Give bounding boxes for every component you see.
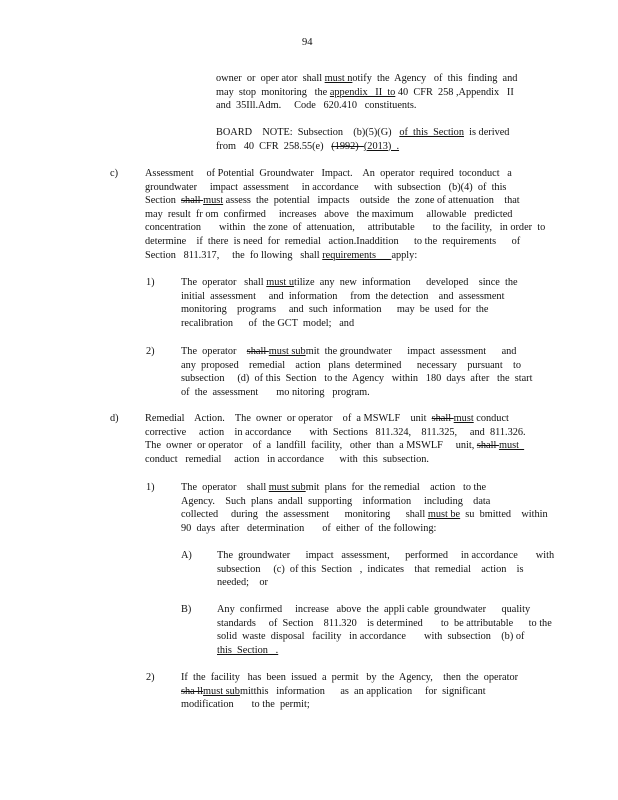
text-line: If the facility has been issued a permit by the Agency, then the operator [181, 672, 519, 683]
text-line: The groundwater impact assessment, performed in accordance with [217, 550, 555, 561]
deleted-text: shall [181, 195, 204, 207]
inserted-text: must n [324, 73, 353, 84]
text: mit the groundwater impact assessment and [305, 346, 517, 357]
text-line: recalibration of the GCT model; and [181, 317, 355, 329]
section-c-label: c) [110, 168, 118, 179]
inserted-text: must sub [203, 685, 240, 697]
inserted-text: must [453, 413, 474, 424]
text-line: concentration within the zone of attenuation, attributable to the facility, in order to [145, 222, 546, 234]
inserted-text: this Section . [217, 644, 279, 656]
text-line: standards of Section 811.320 is determined to be attributable to the [217, 617, 552, 629]
text-line: solid waste disposal facility in accordance with subsection (b) of [217, 631, 525, 643]
text-line [181, 508, 556, 522]
text-line: of the assessment mo nitoring program. [181, 386, 370, 398]
text: The operator shall [181, 482, 269, 493]
text: mitthis information as an application for significant [239, 685, 486, 697]
text-line [216, 126, 546, 140]
intro-paragraph [216, 72, 546, 113]
text-line [216, 140, 546, 154]
text-line [181, 276, 541, 290]
text: owner or oper ator shall [216, 73, 325, 84]
inserted-text: must [498, 440, 525, 452]
section-c-paragraph [145, 167, 550, 262]
text: assess the potential impacts outside the zone of attenuation that [223, 195, 520, 207]
text-line: corrective action in accordance with Sections 811.324, 811.325, and 811.326. [145, 426, 526, 438]
text-line [181, 481, 556, 495]
page-number: 94 [302, 37, 313, 48]
text-line [216, 86, 546, 100]
text: tilize any new information developed since the [293, 277, 518, 288]
text-line: subsection (c) of this Section , indicates that remedial action is [217, 563, 524, 575]
item-d1b-paragraph [217, 603, 562, 657]
text: may stop monitoring the [216, 86, 330, 98]
inserted-text: must [203, 195, 224, 207]
text: su bmitted within [460, 509, 548, 521]
deleted-text: (1992) [331, 140, 364, 152]
item-d2-paragraph [181, 671, 541, 712]
inserted-text: must be [427, 509, 461, 521]
text-line [145, 194, 550, 208]
text: Remedial Action. The owner or operator of a MSWLF unit [145, 413, 432, 424]
text: The operator shall [181, 277, 267, 288]
text-line: may result fr om confirmed increases above the maximum allowable predicted [145, 208, 513, 220]
text-line: conduct remedial action in accordance with this subsection. [145, 453, 429, 465]
text-line [216, 72, 546, 86]
text: Section 811.317, the fo llowing shall [145, 249, 323, 261]
text-line: Any confirmed increase above the appli cable groundwater quality [217, 604, 531, 615]
inserted-text: (2013) . [363, 140, 400, 152]
text: BOARD NOTE: Subsection (b)(5)(G) [216, 127, 400, 138]
text-line: determine if there is need for remedial action.Inaddition to the requirements of [145, 235, 521, 247]
text: mit plans for the remedial action to the [305, 482, 487, 493]
text-line: 90 days after determination of either of the following: [181, 522, 437, 534]
text: conduct [473, 413, 509, 424]
text: collected during the assessment monitoring shall [181, 509, 428, 521]
inserted-text: must u [266, 277, 294, 288]
deleted-text: shall [431, 413, 454, 424]
text-line: groundwater impact assessment in accordance with subsection (b)(4) of this [145, 181, 507, 193]
text-line: and 35Ill.Adm. Code 620.410 constituents. [216, 100, 417, 112]
inserted-text: appendix II to [329, 86, 396, 98]
inserted-text: must sub [268, 482, 306, 493]
text-line [145, 249, 550, 263]
inserted-text: of this Section [399, 127, 464, 138]
item-c2-label: 2) [146, 346, 155, 357]
text: from 40 CFR 258.55(e) [216, 140, 332, 152]
text-line: Agency. Such plans andall supporting information including data [181, 495, 491, 507]
text-line [145, 412, 550, 426]
text-line [181, 345, 556, 359]
text: otify the Agency of this finding and [352, 73, 518, 84]
deleted-text: shall [476, 440, 499, 452]
text-line: initial assessment and information from the detection and assessment [181, 290, 505, 302]
text: Section [145, 195, 182, 207]
text-line: any proposed remedial action plans determined necessary pursuant to [181, 359, 521, 371]
text: 40 CFR 258 ,Appendix II [395, 86, 514, 98]
board-note [216, 126, 546, 153]
text-line: monitoring programs and such information may be used for the [181, 304, 489, 316]
item-d1a-label: A) [181, 550, 192, 561]
text-line: subsection (d) of this Section to the Agency within 180 days after the start [181, 373, 533, 385]
text-line [217, 644, 562, 658]
section-d-paragraph [145, 412, 550, 466]
text: is derived [463, 127, 510, 138]
item-d1a-paragraph [217, 549, 557, 590]
text: The owner or operator of a landfill facility, other than a MSWLF unit, [145, 440, 477, 452]
item-d2-label: 2) [146, 672, 155, 683]
item-d1-paragraph [181, 481, 556, 535]
item-c2-paragraph [181, 345, 556, 399]
text: The operator [181, 346, 247, 357]
section-d-label: d) [110, 413, 119, 424]
item-d1-label: 1) [146, 482, 155, 493]
text-line [181, 685, 541, 699]
text-line: Assessment of Potential Groundwater Impact. An operator required toconduct a [145, 168, 512, 179]
text-line: modification to the permit; [181, 699, 310, 711]
text-line: needed; or [217, 577, 268, 589]
deleted-text: shall [246, 346, 269, 357]
item-c1-paragraph [181, 276, 541, 330]
inserted-text: must sub [268, 346, 306, 357]
deleted-text: sha ll [181, 685, 204, 697]
text-line [145, 439, 550, 453]
text: apply: [391, 249, 418, 261]
item-c1-label: 1) [146, 277, 155, 288]
inserted-text: requirements [322, 249, 392, 261]
item-d1b-label: B) [181, 604, 192, 615]
